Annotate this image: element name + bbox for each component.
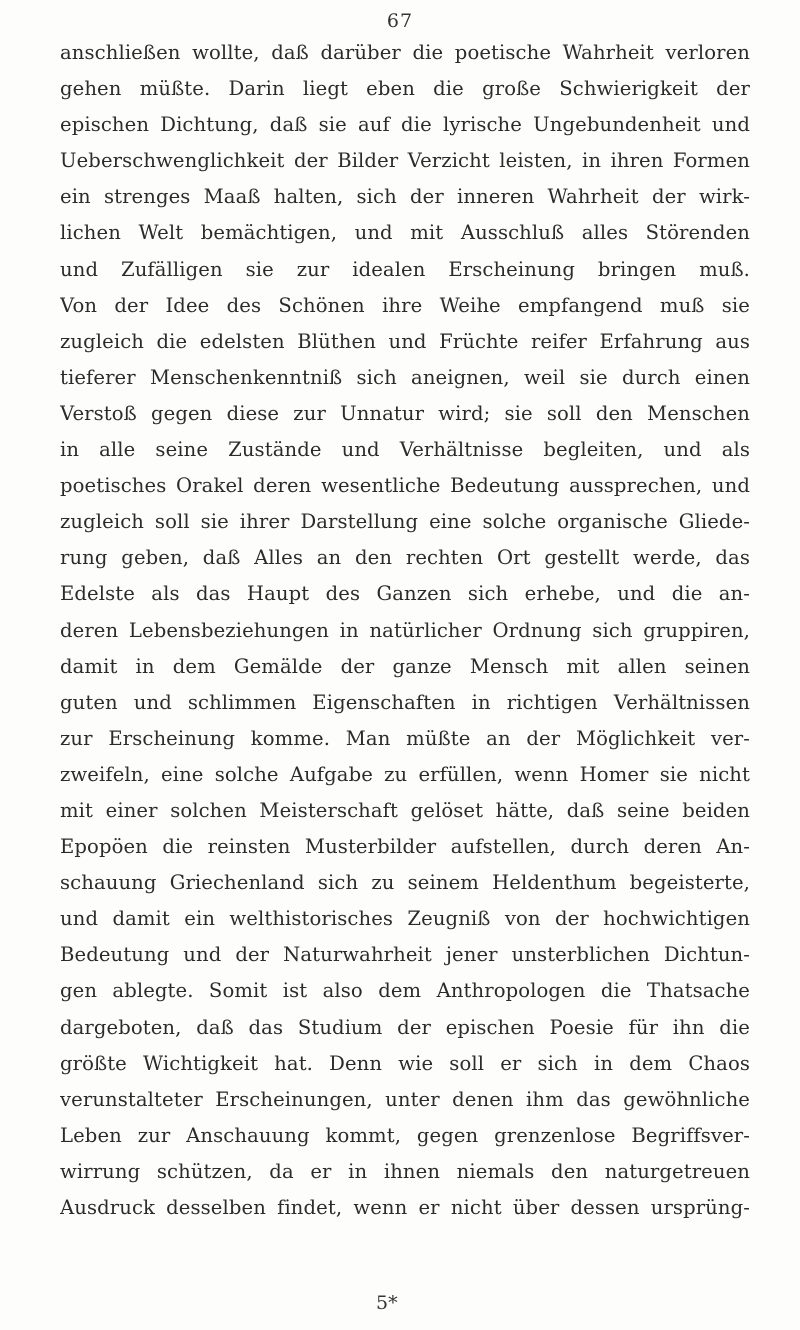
text-line: dargeboten, daß das Studium der epischen Poesie für ihn die <box>60 1015 750 1039</box>
text-line: schauung Griechenland sich zu seinem Heldenthum begeisterte, <box>60 871 750 895</box>
text-line: poetisches Orakel deren wesentliche Bedeutung aussprechen, und <box>60 474 750 498</box>
text-line: ein strenges Maaß halten, sich der inneren Wahrheit der wirk- <box>60 185 750 209</box>
signature-mark: 5* <box>376 1292 398 1314</box>
text-line: verunstalteter Erscheinungen, unter denen ihm das gewöhnliche <box>60 1087 750 1111</box>
text-line: und damit ein welthistorisches Zeugniß von der hochwichtigen <box>60 907 750 931</box>
text-line: Epopöen die reinsten Musterbilder aufstellen, durch deren An- <box>60 835 750 859</box>
text-line: größte Wichtigkeit hat. Denn wie soll er sich in dem Chaos <box>60 1051 750 1075</box>
text-line: deren Lebensbeziehungen in natürlicher Ordnung sich gruppiren, <box>60 618 750 642</box>
text-line: Von der Idee des Schönen ihre Weihe empfangend muß sie <box>60 293 750 317</box>
text-line: zugleich die edelsten Blüthen und Früchte reifer Erfahrung aus <box>60 329 750 353</box>
text-line: epischen Dichtung, daß sie auf die lyrische Ungebundenheit und <box>60 113 750 137</box>
text-line: tieferer Menschenkenntniß sich aneignen, weil sie durch einen <box>60 365 750 389</box>
text-line: Verstoß gegen diese zur Unnatur wird; sie soll den Menschen <box>60 401 750 425</box>
text-line: zweifeln, eine solche Aufgabe zu erfüllen, wenn Homer sie nicht <box>60 762 750 786</box>
text-line: Leben zur Anschauung kommt, gegen grenzenlose Begriffsver- <box>60 1123 750 1147</box>
text-line: wirrung schützen, da er in ihnen niemals den naturgetreuen <box>60 1159 750 1183</box>
text-line: damit in dem Gemälde der ganze Mensch mit allen seinen <box>60 654 750 678</box>
page-number: 67 <box>386 10 414 32</box>
text-line: rung geben, daß Alles an den rechten Ort gestellt werde, das <box>60 546 750 570</box>
text-line: zur Erscheinung komme. Man müßte an der Möglichkeit ver- <box>60 726 750 750</box>
text-line: Ausdruck desselben findet, wenn er nicht über dessen ursprüng- <box>60 1196 750 1219</box>
text-line: mit einer solchen Meisterschaft gelöset hätte, daß seine beiden <box>60 798 750 822</box>
body-text <box>60 35 750 1226</box>
text-line: gen ablegte. Somit ist also dem Anthropologen die Thatsache <box>60 979 750 1003</box>
text-line: Edelste als das Haupt des Ganzen sich erhebe, und die an- <box>60 582 750 606</box>
text-line: anschließen wollte, daß darüber die poetische Wahrheit verloren <box>60 41 750 64</box>
text-line: Bedeutung und der Naturwahrheit jener unsterblichen Dichtun- <box>60 943 750 967</box>
text-line: guten und schlimmen Eigenschaften in richtigen Verhältnissen <box>60 690 750 714</box>
text-line: zugleich soll sie ihrer Darstellung eine solche organische Gliede- <box>60 510 750 534</box>
text-line: Ueberschwenglichkeit der Bilder Verzicht leisten, in ihren Formen <box>60 149 750 173</box>
text-line: in alle seine Zustände und Verhältnisse begleiten, und als <box>60 438 750 462</box>
text-line: und Zufälligen sie zur idealen Erscheinung bringen muß. <box>60 257 750 281</box>
text-line: gehen müßte. Darin liegt eben die große Schwierigkeit der <box>60 77 750 101</box>
text-line: lichen Welt bemächtigen, und mit Ausschluß alles Störenden <box>60 221 750 245</box>
